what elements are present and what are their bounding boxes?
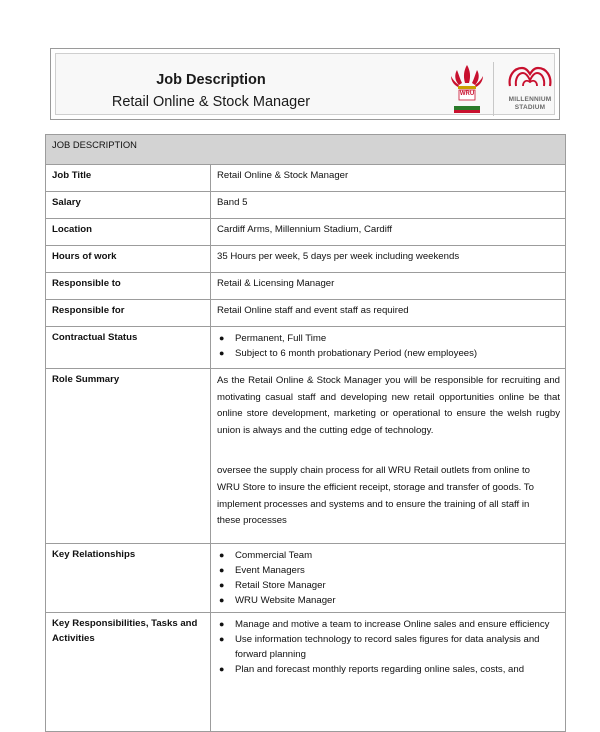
key-relationships-row (46, 544, 566, 613)
list-item (217, 346, 560, 361)
list-item (217, 563, 560, 578)
list-item-text: Subject to 6 month probationary Period (new employees) (235, 348, 478, 359)
list-item-text: Retail Store Manager (235, 580, 326, 591)
page-title: Job Description (156, 72, 266, 88)
paragraph-line: these processes (217, 515, 287, 527)
row-label: Job Title (46, 165, 211, 192)
list-item-text: WRU Website Manager (235, 595, 336, 606)
table-heading-row (46, 135, 566, 165)
table-row (46, 246, 566, 273)
wru-feathers-logo (448, 61, 486, 117)
bullet-icon: ● (219, 580, 225, 590)
row-label: Salary (46, 192, 211, 219)
bullet-icon: ● (219, 333, 225, 343)
logo-divider (493, 62, 494, 116)
key-relationships-list (217, 548, 560, 608)
row-label: Key Responsibilities, Tasks and Activities (46, 613, 211, 732)
list-item-text: Commercial Team (235, 550, 313, 561)
stadium-logo-line2: STADIUM (514, 104, 546, 111)
list-item-text: Plan and forecast monthly reports regarding online sales, costs, and (235, 664, 525, 675)
stadium-logo-line1: MILLENNIUM (508, 96, 552, 103)
row-label: Location (46, 219, 211, 246)
role-summary-cell (211, 369, 566, 544)
document-header (50, 48, 560, 120)
bullet-icon: ● (219, 634, 225, 644)
table-row (46, 273, 566, 300)
key-responsibilities-cell (211, 613, 566, 732)
row-value: Cardiff Arms, Millennium Stadium, Cardiff (211, 219, 566, 246)
row-label: Key Relationships (46, 544, 211, 613)
key-responsibilities-row (46, 613, 566, 732)
key-responsibilities-list (217, 617, 560, 677)
table-row (46, 165, 566, 192)
table-row (46, 300, 566, 327)
table-row (46, 219, 566, 246)
page-subtitle: Retail Online & Stock Manager (111, 94, 311, 110)
list-item (217, 632, 560, 662)
contractual-status-list-cell (211, 327, 566, 369)
row-value: Retail & Licensing Manager (211, 273, 566, 300)
role-summary-row (46, 369, 566, 544)
row-label: Hours of work (46, 246, 211, 273)
paragraph-line: oversee the supply chain process for all WRU Retail outlets from online to (217, 465, 531, 476)
row-value: Retail Online staff and event staff as required (211, 300, 566, 327)
row-label: Responsible to (46, 273, 211, 300)
millennium-stadium-logo (500, 60, 560, 116)
row-value: 35 Hours per week, 5 days per week including weekends (211, 246, 566, 273)
bullet-icon: ● (219, 550, 225, 560)
list-item (217, 662, 560, 677)
contractual-status-list (217, 331, 560, 361)
job-description-table (45, 134, 566, 732)
list-item (217, 578, 560, 593)
list-item-text: Use information technology to record sales figures for data analysis and forward planning (235, 634, 540, 660)
list-item-text: Manage and motive a team to increase Online sales and ensure efficiency (235, 619, 550, 630)
paragraph-line: WRU Store to insure the efficient receipt, storage and transfer of goods. To (217, 481, 534, 493)
header-panel (55, 53, 555, 115)
bullet-icon: ● (219, 595, 225, 605)
list-item (217, 617, 560, 632)
role-summary-paragraph-2 (217, 463, 560, 530)
contractual-status-row (46, 327, 566, 369)
bullet-icon: ● (219, 565, 225, 575)
key-relationships-cell (211, 544, 566, 613)
table-heading: JOB DESCRIPTION (46, 135, 566, 165)
row-label: Role Summary (46, 369, 211, 544)
bullet-icon: ● (219, 619, 225, 629)
role-summary-paragraph: As the Retail Online & Stock Manager you will be responsible for recruiting and motivating casual staff and developing new retail opportunities online be that online store development, marketing or operational to ensure the welsh rugby union is always and the cutting edge of technology. (217, 375, 560, 436)
list-item (217, 331, 560, 346)
list-item-text: Permanent, Full Time (235, 333, 327, 344)
row-label: Responsible for (46, 300, 211, 327)
row-value: Band 5 (211, 192, 566, 219)
table-row (46, 192, 566, 219)
bullet-icon: ● (219, 348, 225, 358)
stadium-mark-icon (500, 60, 560, 94)
paragraph-line: implement processes and systems and to ensure the training of all staff in (217, 498, 530, 510)
list-item (217, 593, 560, 608)
bullet-icon: ● (219, 664, 225, 674)
row-value: Retail Online & Stock Manager (211, 165, 566, 192)
list-item (217, 548, 560, 563)
list-item-text: Event Managers (235, 565, 305, 576)
row-label: Contractual Status (46, 327, 211, 369)
wru-logo-text: WRU (459, 91, 475, 97)
